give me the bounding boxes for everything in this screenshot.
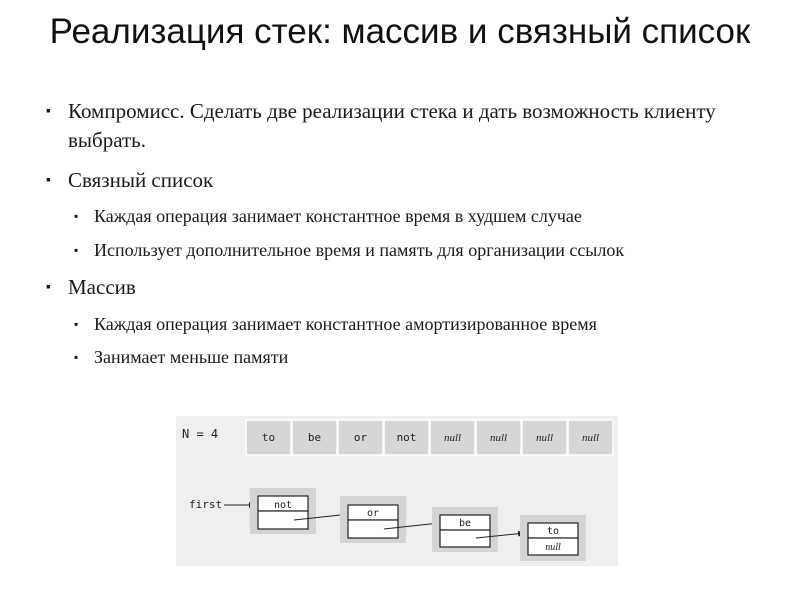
list-node — [520, 515, 586, 561]
bullet-icon: ▪ — [46, 104, 51, 119]
array-cell — [476, 420, 521, 455]
sub-bullet-text: Занимает меньше памяти — [94, 347, 289, 367]
sub-bullet-icon: ▪ — [74, 243, 79, 257]
first-label: first — [189, 498, 223, 511]
list-node — [432, 507, 498, 552]
array-cell — [522, 420, 567, 455]
bullet-text: Связный список — [68, 168, 214, 192]
sub-bullet-item — [44, 237, 784, 263]
array-cell-value: null — [443, 432, 462, 444]
array-cell-value: null — [535, 432, 554, 444]
sub-bullet-text: Каждая операция занимает константное время в худшем случае — [94, 206, 582, 226]
sub-bullet-item — [44, 203, 784, 229]
bullet-list — [44, 97, 784, 370]
sub-bullet-item — [44, 344, 784, 370]
bullet-item — [44, 97, 784, 155]
sub-bullet-item — [44, 311, 784, 337]
array-cell-value: not — [396, 431, 417, 444]
sub-bullet-text: Каждая операция занимает константное амортизированное время — [94, 314, 597, 334]
array-cell — [430, 420, 475, 455]
array-cells — [246, 420, 613, 455]
node-item-value: be — [458, 518, 472, 529]
node-null-value: null — [545, 542, 561, 553]
slide-title: Реализация стек: массив и связный список — [49, 12, 751, 51]
sub-bullet-icon: ▪ — [74, 350, 79, 364]
sub-bullet-icon: ▪ — [74, 209, 79, 223]
node-item-value: or — [366, 508, 380, 519]
node-item-value: not — [273, 500, 293, 511]
array-size-label: N = 4 — [182, 427, 219, 441]
node-item-value: to — [546, 526, 560, 537]
node-next-cell — [440, 530, 490, 547]
sub-bullet-icon: ▪ — [74, 317, 79, 331]
stack-diagram — [176, 416, 618, 566]
bullet-icon: ▪ — [46, 280, 51, 295]
list-node — [340, 496, 406, 543]
array-cell — [568, 420, 613, 455]
array-cell-value: null — [581, 432, 600, 444]
array-cell-value: or — [353, 431, 368, 444]
list-node — [250, 488, 316, 534]
bullet-text: Массив — [68, 275, 136, 299]
bullet-text: Компромисс. Сделать две реализации стека и дать возможность клиенту выбрать. — [68, 99, 716, 152]
node-next-cell — [348, 520, 398, 538]
array-cell-value: null — [489, 432, 508, 444]
bullet-item — [44, 273, 784, 302]
array-cell-value: to — [261, 431, 276, 444]
array-cell — [338, 420, 383, 455]
array-cell-value: be — [307, 431, 322, 444]
sub-bullet-text: Использует дополнительное время и память для организации ссылок — [94, 240, 625, 260]
node-next-cell — [258, 511, 308, 529]
bullet-icon: ▪ — [46, 173, 51, 188]
array-cell — [384, 420, 429, 455]
stack-diagram-svg — [176, 416, 618, 566]
array-cell — [292, 420, 337, 455]
bullet-item — [44, 166, 784, 195]
array-cell — [246, 420, 291, 455]
